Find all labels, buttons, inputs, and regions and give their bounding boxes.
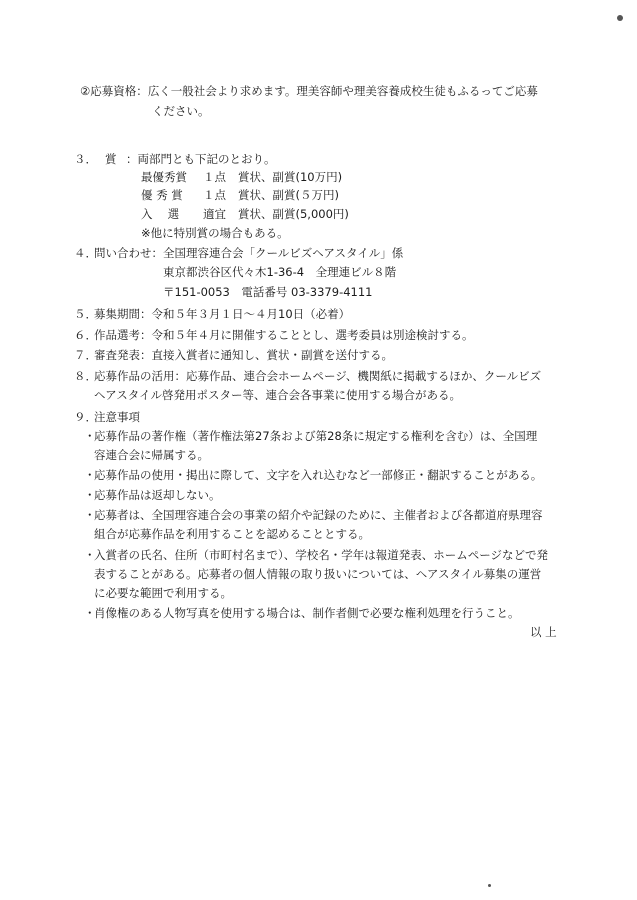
announce-number: ７．	[74, 348, 97, 362]
period-text: 募集期間：令和５年３月１日～４月10日（必着）	[94, 307, 351, 321]
scan-mark	[617, 15, 623, 21]
bullet: ・	[84, 508, 96, 522]
prize-row	[141, 205, 349, 223]
notes-item	[84, 604, 520, 622]
notes-item-text: 容連合会に帰属する。	[94, 448, 209, 462]
prize-number: ３．	[74, 152, 97, 166]
prize-note: ※他に特別賞の場合もある。	[141, 226, 289, 240]
notes-item-text: 表することがある。応募者の個人情報の取り扱いについては、ヘアスタイル募集の運営	[94, 567, 542, 581]
notes-item	[84, 546, 548, 564]
notes-item-text: 肖像権のある人物写真を使用する場合は、制作者側で必要な権利処理を行うこと。	[94, 606, 520, 620]
bullet: ・	[84, 548, 96, 562]
period-line	[74, 305, 350, 323]
notes-item	[84, 466, 542, 484]
notes-item-text: 応募作品は返却しない。	[94, 488, 221, 502]
selection-number: ６．	[74, 328, 97, 342]
prize-intro: 両部門とも下記のとおり。	[137, 152, 276, 166]
prize-reward: 賞状、副賞(5,000円)	[238, 207, 349, 221]
notes-heading	[74, 408, 140, 426]
announce-text: 審査発表：直接入賞者に通知し、賞状・副賞を送付する。	[94, 348, 393, 362]
usage-line-1	[74, 367, 541, 385]
bullet: ・	[84, 429, 96, 443]
inquiry-org: 全国理容連合会「クールビズヘアスタイル」係	[163, 246, 404, 260]
usage-text-2: ヘアスタイル啓発用ポスター等、連合会各事業に使用する場合がある。	[94, 388, 461, 402]
prize-intro-line	[126, 150, 276, 168]
notes-title: 注意事項	[94, 410, 140, 424]
scan-mark	[488, 884, 491, 887]
notes-item-text: 応募作品の著作権（著作権法第27条および第28条に規定する権利を含む）は、全国理	[94, 429, 538, 443]
qualification-label: ②応募資格：	[80, 84, 148, 98]
prize-row	[141, 168, 342, 186]
prize-reward: 賞状、副賞(10万円)	[238, 170, 343, 184]
notes-number: ９．	[74, 410, 97, 424]
inquiry-line-1	[74, 244, 403, 262]
inquiry-address: 東京都渋谷区代々木1-36-4 全理連ビル８階	[163, 265, 397, 279]
inquiry-label: 問い合わせ：	[94, 246, 163, 260]
notes-item-text: 応募作品の使用・掲出に際して、文字を入れ込むなど一部修正・翻訳することがある。	[94, 468, 543, 482]
prize-row	[141, 186, 339, 204]
period-number: ５．	[74, 307, 97, 321]
prize-count: １点	[203, 170, 226, 184]
qualification-text-2: ください。	[152, 104, 210, 118]
qualification-text-1: 広く一般社会より求めます。理美容師や理美容養成校生徒もふるってご応募	[147, 84, 538, 98]
prize-reward: 賞状、副賞(５万円)	[238, 188, 339, 202]
qualification-line-1	[80, 82, 538, 100]
notes-item-text: に必要な範囲で利用する。	[94, 586, 232, 600]
prize-name: 入 選	[141, 207, 180, 221]
inquiry-number: ４．	[74, 246, 97, 260]
bullet: ・	[84, 488, 96, 502]
announce-line	[74, 346, 393, 364]
prize-name: 優 秀 賞	[141, 188, 183, 202]
prize-title: 賞	[105, 152, 117, 166]
notes-item	[84, 427, 537, 445]
notes-item-text: 組合が応募作品を利用することを認めることとする。	[94, 527, 370, 541]
closing: 以 上	[530, 625, 557, 639]
prize-heading	[74, 150, 117, 168]
notes-item	[84, 486, 221, 504]
selection-line	[74, 326, 474, 344]
inquiry-postal-phone: 〒151-0053 電話番号 03-3379-4111	[163, 285, 373, 299]
notes-item-text: 応募者は、全国理容連合会の事業の紹介や記録のために、主催者および各都道府県理容	[94, 508, 543, 522]
prize-colon: ：	[126, 152, 138, 166]
selection-text: 作品選考：令和５年４月に開催することとし、選考委員は別途検討する。	[94, 328, 474, 342]
prize-name: 最優秀賞	[141, 170, 187, 184]
bullet: ・	[84, 606, 96, 620]
usage-text-1: 応募作品の活用：応募作品、連合会ホームページ、機関紙に掲載するほか、クールビズ	[94, 369, 542, 383]
notes-item-text: 入賞者の氏名、住所（市町村名まで）、学校名・学年は報道発表、ホームページなどで発	[94, 548, 549, 562]
usage-number: ８．	[74, 369, 97, 383]
prize-count: １点	[203, 188, 226, 202]
prize-count: 適宜	[203, 207, 226, 221]
bullet: ・	[84, 468, 96, 482]
notes-item	[84, 506, 543, 524]
